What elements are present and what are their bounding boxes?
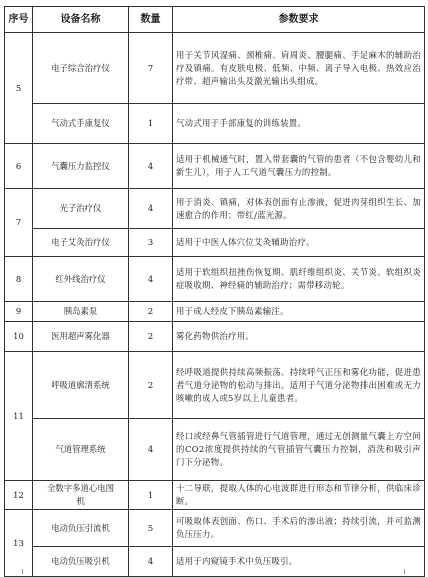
device-name: 电动负压吸引机 [33, 547, 129, 577]
device-requirement: 气动式用于手部康复的训练装置。 [173, 104, 425, 144]
device-qty: 4 [129, 257, 173, 302]
device-requirement: 适用于内窥镜手术中负压吸引。 [173, 547, 425, 577]
device-requirement: 适用于软组织扭挫伤恢复期、肌纤维组织炎、关节炎、软组织炎症吸收期、神经痛的辅助治疗；需带移动轮。 [173, 257, 425, 302]
row-number: 11 [5, 352, 33, 481]
device-name: 呼吸道廓清系统 [33, 352, 129, 419]
device-requirement: 经口或经鼻气管插管进行气道管理，通过无创测量气囊上方空间的CO2浓度提供持续的气管插管气囊压力控制，消洗和吸引声门下分泌物。 [173, 419, 425, 481]
row-number: 5 [5, 33, 33, 144]
device-requirement: 适用于中医人体穴位艾灸辅助治疗。 [173, 229, 425, 257]
table-row [5, 229, 425, 257]
device-qty: 1 [129, 104, 173, 144]
device-requirement: 适用于机械通气时，置入带套囊的气管的患者（不包含婴幼儿和新生儿），用于人工气道气囊压力的控制。 [173, 144, 425, 189]
header-req: 参数要求 [173, 7, 425, 33]
device-name: 全数字多道心电图机 [33, 481, 129, 510]
row-number: 7 [5, 189, 33, 257]
row-number: 10 [5, 322, 33, 352]
device-requirement: 十二导联，提取人体的心电波群进行形态和节律分析，供临床诊断。 [173, 481, 425, 510]
device-qty: 2 [129, 302, 173, 322]
table-header-row [5, 7, 425, 33]
page-crop-mark-left [22, 569, 23, 574]
table-row [5, 104, 425, 144]
table-row [5, 547, 425, 577]
table-row [5, 510, 425, 547]
device-qty: 4 [129, 144, 173, 189]
table-row [5, 302, 425, 322]
device-requirement: 可吸取体表创面、伤口、手术后的渗出液；持续引流，并可监测负压压力。 [173, 510, 425, 547]
header-no: 序号 [5, 7, 33, 33]
device-name: 医用超声雾化器 [33, 322, 129, 352]
device-requirement: 雾化药物供治疗用。 [173, 322, 425, 352]
device-name: 电子艾灸治疗仪 [33, 229, 129, 257]
device-requirement: 经呼吸道提供持续高频振荡、持续呼气正压和雾化功能，促进患者气道分泌物的松动与排出。适用于气道分泌物排出困难或无力咳嗽的成人或5岁以上儿童患者。 [173, 352, 425, 419]
row-number: 8 [5, 257, 33, 302]
device-qty: 7 [129, 33, 173, 104]
row-number: 9 [5, 302, 33, 322]
table-row [5, 481, 425, 510]
table-row [5, 322, 425, 352]
device-qty: 4 [129, 189, 173, 229]
table-row [5, 257, 425, 302]
device-qty: 5 [129, 510, 173, 547]
row-number: 6 [5, 144, 33, 189]
device-name: 胰岛素泵 [33, 302, 129, 322]
header-qty: 数量 [129, 7, 173, 33]
device-name: 光子治疗仪 [33, 189, 129, 229]
device-qty: 2 [129, 322, 173, 352]
table-row [5, 144, 425, 189]
table-row [5, 352, 425, 419]
device-qty: 1 [129, 481, 173, 510]
row-number: 12 [5, 481, 33, 510]
table-row [5, 33, 425, 104]
device-name: 气囊压力监控仪 [33, 144, 129, 189]
device-name: 气道管理系统 [33, 419, 129, 481]
device-requirement: 用于成人经皮下胰岛素输注。 [173, 302, 425, 322]
device-name: 电动负压引流机 [33, 510, 129, 547]
device-qty: 4 [129, 547, 173, 577]
device-qty: 3 [129, 229, 173, 257]
page-crop-mark-right [404, 569, 405, 574]
device-qty: 4 [129, 419, 173, 481]
table-row [5, 189, 425, 229]
device-name: 红外线治疗仪 [33, 257, 129, 302]
device-name: 气动式手康复仪 [33, 104, 129, 144]
header-name: 设备名称 [33, 7, 129, 33]
row-number: 13 [5, 510, 33, 577]
equipment-table [4, 6, 425, 577]
device-qty: 2 [129, 352, 173, 419]
table-row [5, 419, 425, 481]
device-requirement: 用于消炎、镇痛，对体表创面有止渗液，促进肉芽组织生长、加速愈合的作用；带红/蓝光源。 [173, 189, 425, 229]
device-requirement: 用于关节风湿痛、颈椎痛、肩周炎、腰腿痛、手足麻木的辅助治疗及镇痛。有皮肤电极、低频、中频、离子导入电极、热效应治疗带、超声输出头及激光输出头组成。 [173, 33, 425, 104]
device-name: 电子综合治疗仪 [33, 33, 129, 104]
